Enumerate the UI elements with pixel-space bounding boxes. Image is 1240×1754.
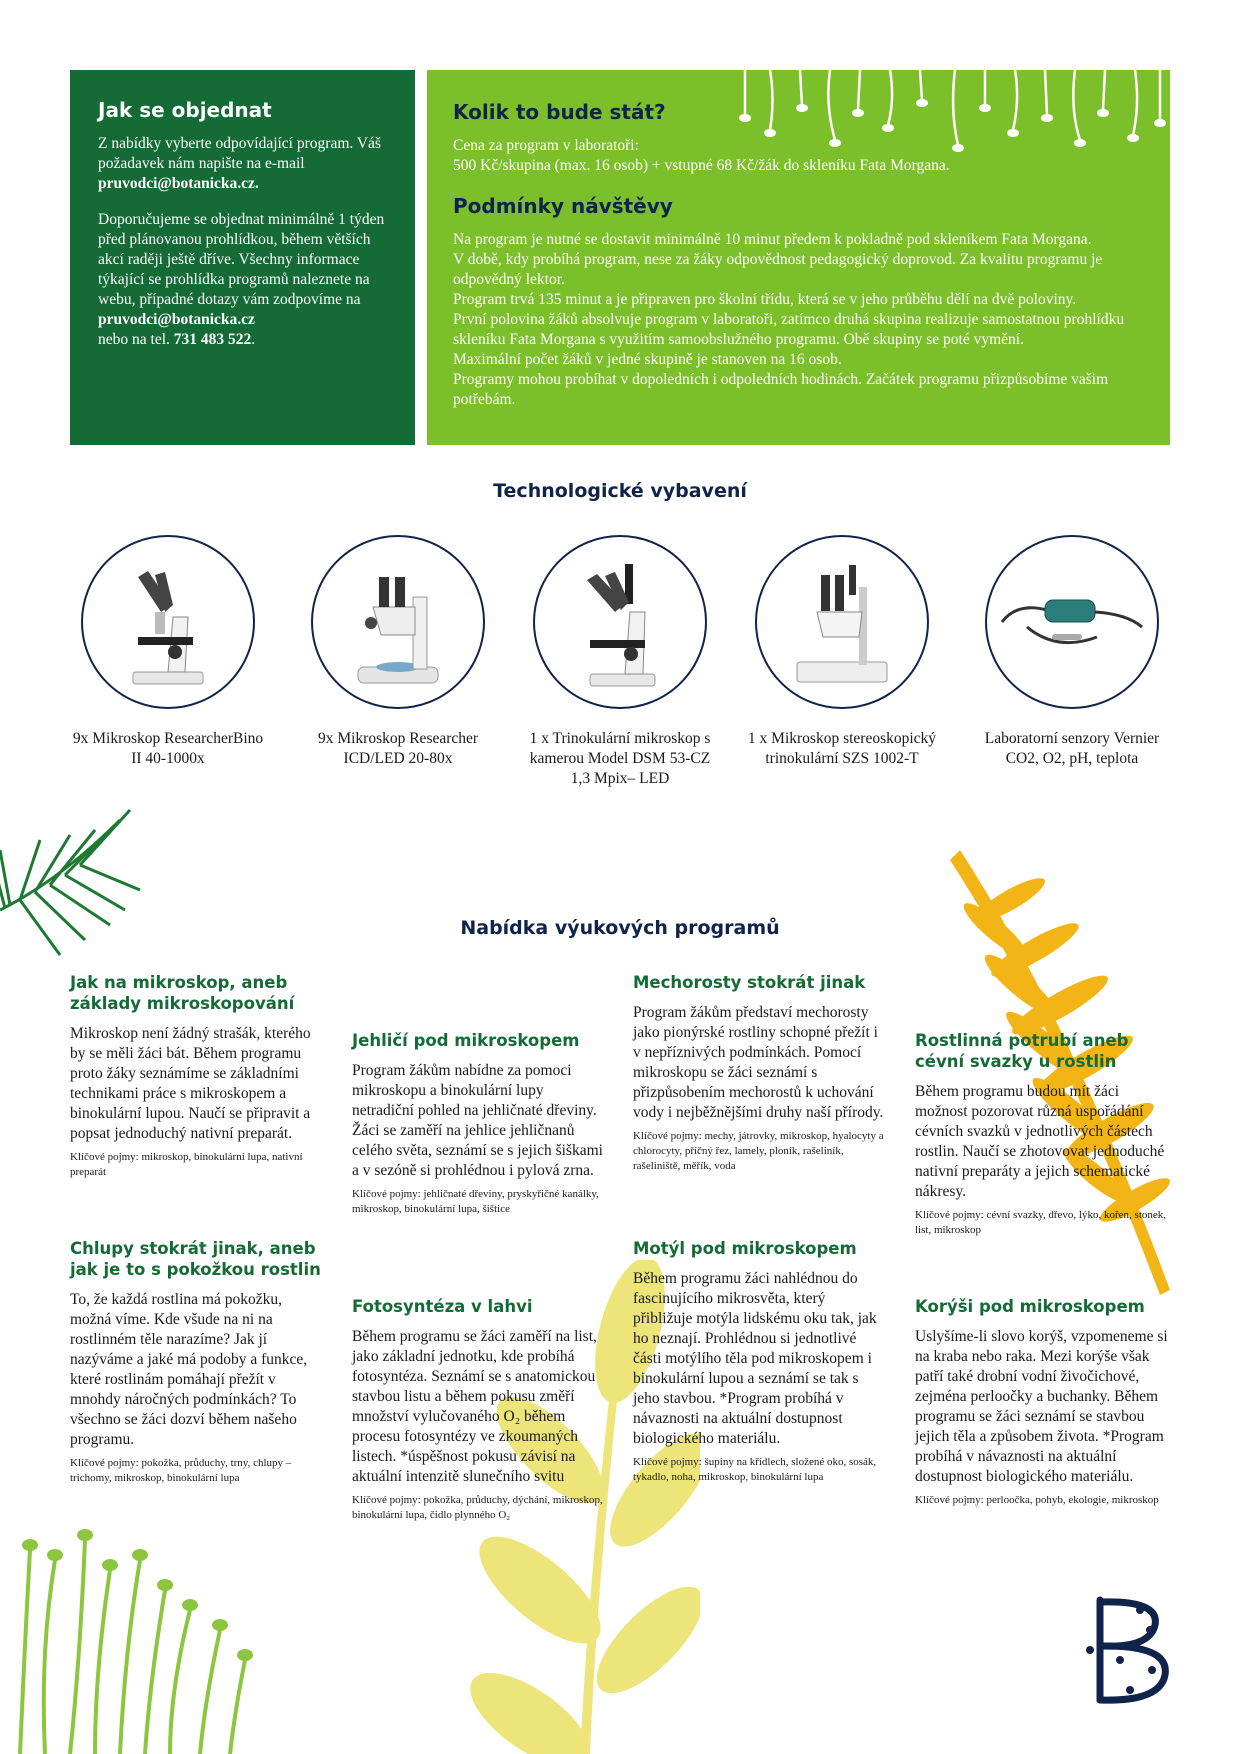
order-email-link[interactable]: pruvodci@botanicka.cz.: [98, 175, 259, 192]
conditions-p5: Maximální počet žáků v jedné skupině je stanoven na 16 osob.: [453, 351, 842, 368]
program-keywords: Klíčové pojmy: šupiny na křídlech, složené oko, sosák, tykadlo, noha, mikroskop, binokulární lupa: [633, 1456, 877, 1483]
program-keywords: Klíčové pojmy: cévní svazky, dřevo, lýko, kořen, stonek, list, mikroskop: [915, 1209, 1167, 1236]
sensor-icon: [997, 582, 1147, 662]
equipment-image: [311, 535, 485, 709]
conditions-p3: Program trvá 135 minut a je připraven pro školní třídu, která se v jeho průběhu dělí na dvě poloviny.: [453, 291, 1077, 308]
program-card: [70, 1238, 325, 1486]
program-card: [915, 1030, 1170, 1238]
order-intro-paragraph: [98, 134, 387, 194]
price-line-1: Cena za program v laboratoři:: [453, 137, 639, 154]
program-card: [352, 1030, 607, 1217]
program-text: Mikroskop není žádný strašák, kterého by se měli žáci bát. Během programu proto žáky seznámíme se základními technikami práce s mikroskopem a binokulární lupou. Naučí se připravit a popsat jednoduchý nativní preparát.: [70, 1025, 311, 1142]
botanic-garden-logo: [1080, 1590, 1175, 1710]
program-card: [633, 972, 888, 1174]
program-title: Mechorosty stokrát jinak: [633, 973, 866, 992]
order-recommend-paragraph: [98, 210, 387, 350]
program-title: Chlupy stokrát jinak, aneb jak je to s pokožkou rostlin: [70, 1239, 321, 1279]
program-card: [352, 1296, 607, 1523]
conditions-p6: Programy mohou probíhat v dopoledních i odpoledních hodinách. Začátek programu přizpůsobíme vašim potřebám.: [453, 371, 1109, 408]
stereo-trinocular-microscope-icon: [787, 557, 897, 687]
program-keywords: Klíčové pojmy: jehličnaté dřeviny, pryskyřičné kanálky, mikroskop, binokulární lupa, šištice: [352, 1188, 599, 1215]
equipment-item: [972, 535, 1172, 769]
program-text: Uslyšíme-li slovo korýš, vzpomeneme si na kraba nebo raka. Mezi korýše však patří také drobní vodní živočichové, zejména perloočky a buchanky. Během programu se žáci seznámí se stavbou jejich těla a způsobem života. *Program probíhá v návaznosti na aktuální dostupnost biologického materiálu.: [915, 1328, 1168, 1485]
price-line-2: 500 Kč/skupina (max. 16 osob) + vstupné 68 Kč/žák do skleníku Fata Morgana.: [453, 157, 950, 174]
program-title: Jak na mikroskop, aneb základy mikroskopování: [70, 973, 295, 1013]
program-keywords: Klíčové pojmy: mikroskop, binokulární lupa, nativní preparát: [70, 1151, 303, 1178]
order-intro: Z nabídky vyberte odpovídající program. Váš požadavek nám napište na e-mail: [98, 135, 381, 172]
program-keywords: Klíčové pojmy: pokožka, průduchy, trny, chlupy – trichomy, mikroskop, binokulární lupa: [70, 1457, 292, 1484]
program-title: Korýši pod mikroskopem: [915, 1297, 1145, 1316]
equipment-image: [533, 535, 707, 709]
conditions-title: Podmínky návštěvy: [453, 194, 673, 218]
program-text: Program žákům představí mechorosty jako pionýrské rostliny schopné přežít i v nepříznivých podmínkách. Pomocí mikroskopu se žáci seznámí s přizpůsobením mechorostů k uchování vody i nejběžnějšími druhy naší přírody.: [633, 1004, 884, 1121]
price-title: Kolik to bude stát?: [453, 100, 666, 124]
program-card: [70, 972, 325, 1180]
program-keywords: Klíčové pojmy: perloočka, pohyb, ekologie, mikroskop: [915, 1494, 1159, 1506]
conditions-p4: První polovina žáků absolvuje program v laboratoři, zatímco druhá skupina realizuje samostatnou prohlídku skleníku Fata Morgana s využitím samoobslužného programu. Obě skupiny se poté vymění.: [453, 311, 1125, 348]
sprouts-illustration: [0, 1490, 260, 1754]
program-keywords: Klíčové pojmy: pokožka, průduchy, dýchání, mikroskop, binokulární lupa, čidlo plynného O₂: [352, 1494, 603, 1521]
equipment-item: [742, 535, 942, 769]
program-text: Během programu žáci nahlédnou do fascinujícího mikrosvěta, který přibližuje motýla lidskému oku tak, jak ho neznají. Prohlédnou si jednotlivé části motýlího těla pod mikroskopem i binokulární lupou a seznámí se tak s jeho stavbou. *Program probíhá v návaznosti na aktuální dostupnost biologického materiálu.: [633, 1270, 877, 1447]
order-phone[interactable]: 731 483 522: [173, 331, 252, 348]
order-email-link-2[interactable]: pruvodci@botanicka.cz: [98, 311, 255, 328]
equipment-name: 1 x Mikroskop stereoskopický trinokulární SZS 1002-T: [747, 730, 937, 767]
program-keywords: Klíčové pojmy: mechy, játrovky, mikroskop, hyalocyty a chlorocyty, příčný řez, lamely, ploník, rašeliník, rašeliniště, měřík, voda: [633, 1130, 884, 1172]
price-conditions-box: [427, 70, 1170, 445]
order-phone-prefix: nebo na tel.: [98, 331, 170, 348]
trinocular-microscope-icon: [565, 552, 675, 692]
order-box: [70, 70, 415, 445]
program-card: [915, 1296, 1170, 1508]
order-recommend: Doporučujeme se objednat minimálně 1 týden před plánovanou prohlídkou, během větších akcí raději ještě dříve. Všechny informace týkající se prohlídka programů naleznete na webu, případné dotazy vám zodpovíme na: [98, 211, 385, 308]
equipment-name: 1 x Trinokulární mikroskop s kamerou Model DSM 53-CZ 1,3 Mpix– LED: [529, 730, 711, 787]
stereo-microscope-icon: [343, 557, 453, 687]
microscope-icon: [113, 557, 223, 687]
equipment-title: Technologické vybavení: [493, 480, 747, 502]
programs-title: Nabídka výukových programů: [460, 917, 780, 939]
conditions-p1: Na program je nutné se dostavit minimálně 10 minut předem k pokladně pod skleníkem Fata Morgana.: [453, 231, 1092, 248]
program-text: Během programu se žáci zaměří na list, jako základní jednotku, kde probíhá fotosyntéza. Seznámí se s anatomickou stavbou listu a během pokusu změří množství vylučovaného O₂ během procesu fotosyntézy ve zkoumaných listech. *úspěšnost pokusu závisí na aktuální intenzitě slunečního svitu: [352, 1328, 597, 1485]
conditions-p2: V době, kdy probíhá program, nese za žáky odpovědnost pedagogický doprovod. Za kvalitu programu je odpovědný lektor.: [453, 251, 1103, 288]
equipment-image: [985, 535, 1159, 709]
program-text: To, že každá rostlina má pokožku, možná víme. Kde všude na ni na rostlinném těle narazíme? Jak jí nazýváme a jaké má podoby a funkce, které rostlinám pomáhají přežít v mnohdy náročných podmínkách? To všechno se žáci dozví během našeho programu.: [70, 1291, 308, 1448]
equipment-item: [68, 535, 268, 769]
program-title: Jehličí pod mikroskopem: [352, 1031, 580, 1050]
program-text: Program žákům nabídne za pomoci mikroskopu a binokulární lupy netradiční pohled na jehličnaté dřeviny. Žáci se zaměří na jehlice jehličnanů celého světa, seznámí se s jejich šiškami a v sezóně si prohlédnou i pylová zrna.: [352, 1062, 603, 1179]
order-phone-suffix: .: [251, 331, 256, 348]
equipment-name: 9x Mikroskop ResearcherBino II 40-1000x: [72, 730, 264, 767]
equipment-item: [520, 535, 720, 789]
hanging-sprouts-illustration: [730, 70, 1170, 165]
program-title: Motýl pod mikroskopem: [633, 1239, 857, 1258]
order-title: Jak se objednat: [98, 98, 272, 122]
program-text: Během programu budou mít žáci možnost pozorovat různá uspořádání cévních svazků v jednotlivých částech rostlin. Naučí se zhotovovat jednoduché nativní preparáty a jejich schematické nákresy.: [915, 1083, 1165, 1200]
program-title: Fotosyntéza v lahvi: [352, 1297, 533, 1316]
program-card: [633, 1238, 888, 1485]
equipment-name: 9x Mikroskop Researcher ICD/LED 20-80x: [317, 730, 479, 767]
equipment-image: [755, 535, 929, 709]
equipment-image: [81, 535, 255, 709]
equipment-name: Laboratorní senzory Vernier CO2, O2, pH, teplota: [984, 730, 1160, 767]
equipment-item: [298, 535, 498, 769]
equipment-list: [0, 535, 1240, 805]
program-title: Rostlinná potrubí aneb cévní svazky u rostlin: [915, 1031, 1129, 1071]
